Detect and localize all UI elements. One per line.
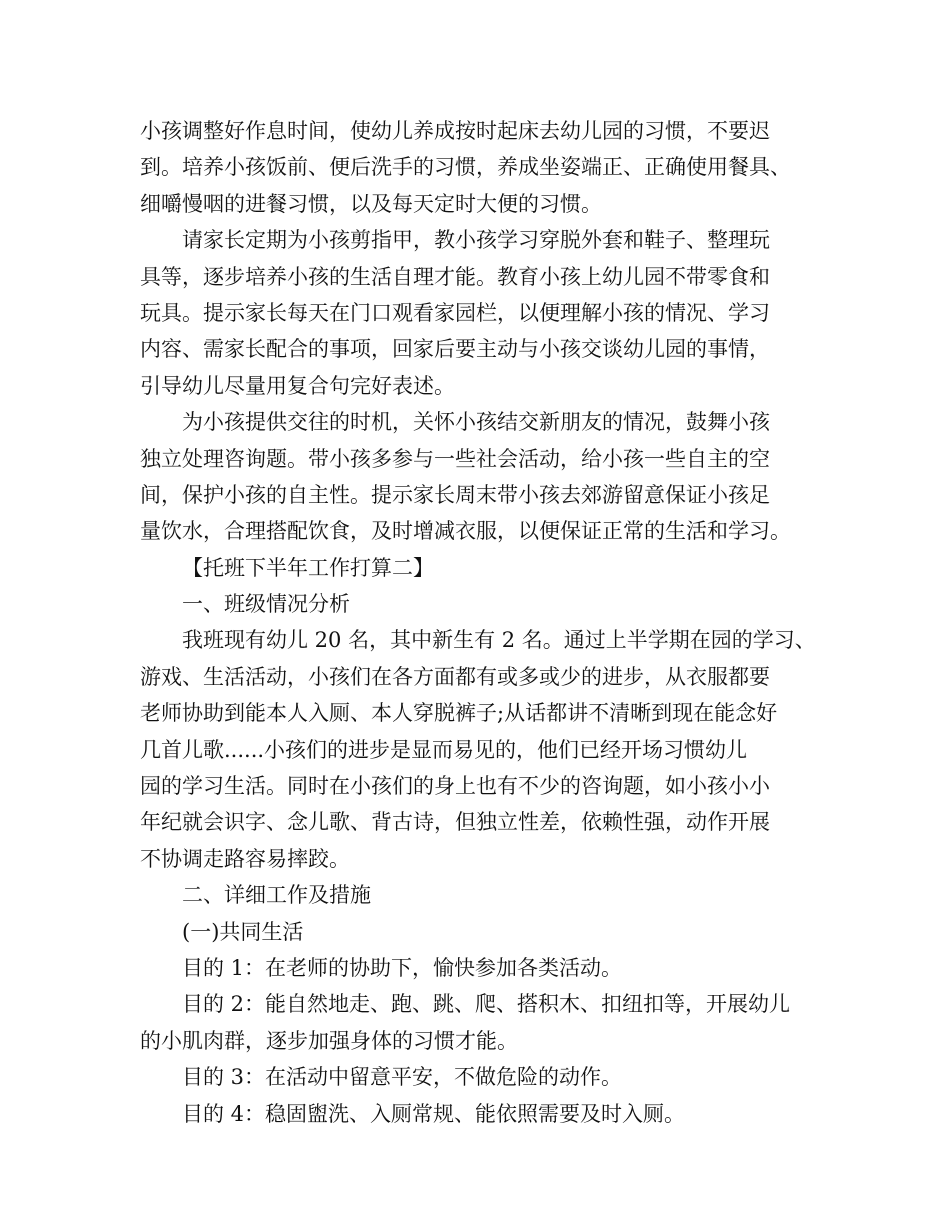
text-line: 量饮水，合理搭配饮食，及时增减衣服，以便保证正常的生活和学习。 — [140, 519, 791, 544]
text-line: 内容、需家长配合的事项，回家后要主动与小孩交谈幼儿园的事情， — [140, 337, 770, 362]
text-line: 为小孩提供交往的时机，关怀小孩结交新朋友的情况，鼓舞小孩 — [182, 410, 770, 435]
text-line: 几首儿歌......小孩们的进步是显而易见的，他们已经开场习惯幼儿 — [140, 737, 748, 762]
text-line: 【托班下半年工作打算二】 — [182, 555, 434, 580]
text-line: 的小肌肉群，逐步加强身体的习惯才能。 — [140, 1028, 518, 1053]
text-line: 目的 3：在活动中留意平安，不做危险的动作。 — [182, 1065, 623, 1090]
text-line: 目的 1：在老师的协助下，愉快参加各类活动。 — [182, 955, 623, 980]
text-line: 间，保护小孩的自主性。提示家长周末带小孩去郊游留意保证小孩足 — [140, 482, 770, 507]
text-line: 目的 4：稳固盥洗、入厕常规、能依照需要及时入厕。 — [182, 1101, 686, 1126]
text-line: 具等，逐步培养小孩的生活自理才能。教育小孩上幼儿园不带零食和 — [140, 264, 770, 289]
text-line: 老师协助到能本人入厕、本人穿脱裤子;从话都讲不清晰到现在能念好 — [140, 701, 778, 726]
text-line: 请家长定期为小孩剪指甲，教小孩学习穿脱外套和鞋子、整理玩 — [182, 228, 770, 253]
text-line: 园的学习生活。同时在小孩们的身上也有不少的咨询题，如小孩小小 — [140, 774, 770, 799]
text-line: 细嚼慢咽的进餐习惯，以及每天定时大便的习惯。 — [140, 191, 602, 216]
text-line: (一)共同生活 — [182, 919, 304, 944]
text-line: 二、详细工作及措施 — [182, 883, 371, 908]
text-line: 小孩调整好作息时间，使幼儿养成按时起床去幼儿园的习惯，不要迟 — [140, 119, 770, 143]
text-line: 年纪就会识字、念儿歌、背古诗，但独立性差，依赖性强，动作开展 — [140, 810, 770, 835]
text-line: 独立处理咨询题。带小孩多参与一些社会活动，给小孩一些自主的空 — [140, 446, 770, 471]
text-line: 我班现有幼儿 20 名，其中新生有 2 名。通过上半学期在园的学习、 — [182, 628, 816, 653]
text-line: 不协调走路容易摔跤。 — [140, 846, 350, 871]
text-line: 一、班级情况分析 — [182, 592, 350, 617]
text-line: 到。培养小孩饭前、便后洗手的习惯，养成坐姿端正、正确使用餐具、 — [140, 155, 791, 180]
text-line: 玩具。提示家长每天在门口观看家园栏，以便理解小孩的情况、学习 — [140, 300, 770, 325]
text-line: 游戏、生活活动，小孩们在各方面都有或多或少的进步，从衣服都要 — [140, 664, 770, 689]
document-body — [140, 113, 830, 1132]
text-line: 引导幼儿尽量用复合句完好表述。 — [140, 373, 455, 398]
text-line: 目的 2：能自然地走、跑、跳、爬、搭积木、扣纽扣等，开展幼儿 — [182, 992, 791, 1017]
